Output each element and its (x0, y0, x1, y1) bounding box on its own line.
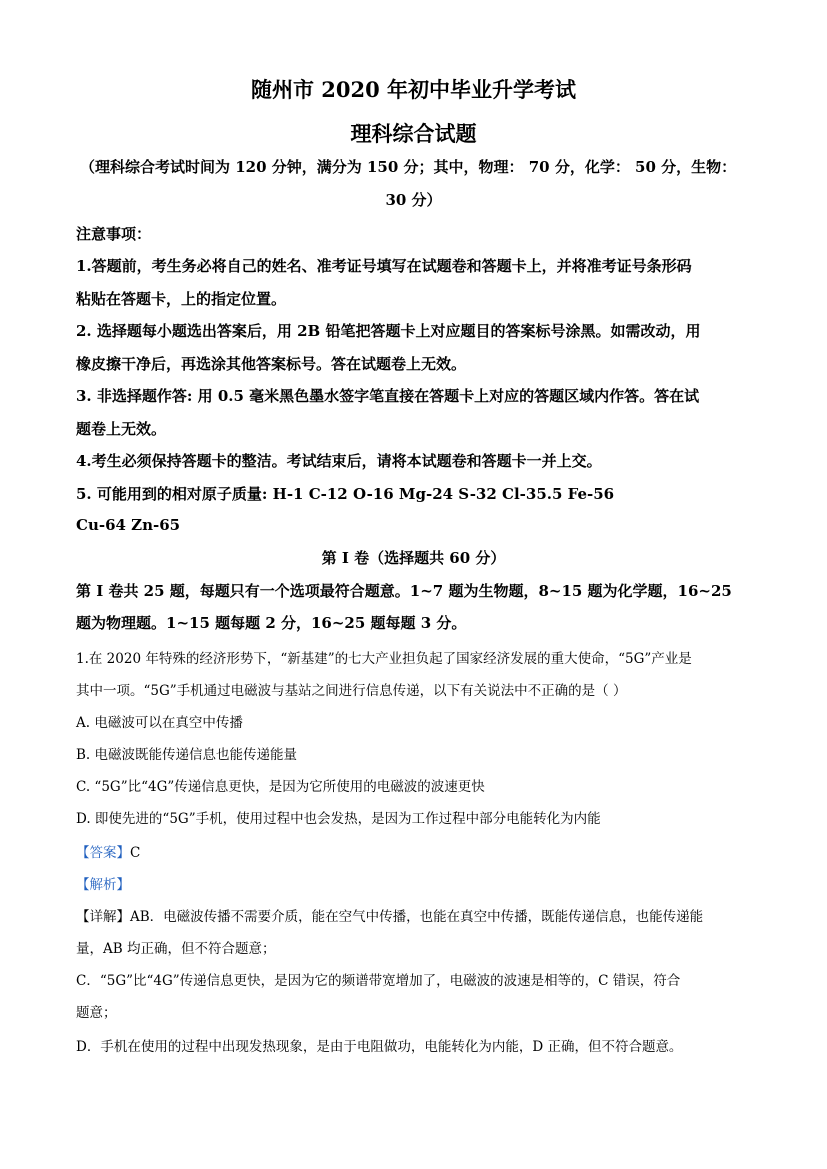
detail-line-3: C．“5G”比“4G”传递信息更快，是因为它的频谱带宽增加了，电磁波的波速是相等的，C 错误，符合 (76, 973, 681, 989)
answer-tag: 【答案】 (76, 845, 130, 861)
notice-item-2-line-1: 2. 选择题每小题选出答案后，用 2B 铅笔把答题卡上对应题目的答案标号涂黑。如需改动，用 (76, 322, 701, 340)
option-d: D. 即使先进的“5G”手机，使用过程中也会发热，是因为工作过程中部分电能转化为内能 (76, 811, 601, 827)
notice-item-4: 4.考生必须保持答题卡的整洁。考试结束后，请将本试题卷和答题卡一并上交。 (76, 452, 602, 470)
exam-title: 随州市 2020 年初中毕业升学考试 (250, 77, 577, 102)
exam-time-line-1: （理科综合考试时间为 120 分钟，满分为 150 分；其中，物理： 70 分，化学： 50 分，生物： (80, 158, 737, 176)
notice-item-3-line-1: 3. 非选择题作答: 用 0.5 毫米黑色墨水签字笔直接在答题卡上对应的答题区域内作答。答在试 (76, 387, 700, 405)
detail-line-4: 题意； (76, 1005, 117, 1021)
detail-line-1: 【详解】AB．电磁波传播不需要介质，能在空气中传播，也能在真空中传播，既能传递信息，也能传递能 (76, 909, 704, 925)
analysis-tag: 【解析】 (76, 877, 130, 893)
detail-line-2: 量，AB 均正确，但不符合题意； (76, 941, 276, 957)
notice-item-5-line-2: Cu-64 Zn-65 (76, 516, 181, 534)
exam-subtitle: 理科综合试题 (350, 121, 477, 146)
answer-row (76, 841, 140, 861)
notice-item-2-line-2: 橡皮擦干净后，再选涂其他答案标号。答在试题卷上无效。 (76, 355, 467, 373)
question-1-stem-line-1: 1.在 2020 年特殊的经济形势下，“新基建”的七大产业担负起了国家经济发展的重大使命，“5G”产业是 (76, 651, 692, 667)
option-c: C. “5G”比“4G”传递信息更快，是因为它所使用的电磁波的波速更快 (76, 779, 485, 795)
notice-heading: 注意事项： (76, 225, 152, 243)
notice-item-1-line-2: 粘贴在答题卡，上的指定位置。 (76, 290, 287, 308)
question-1-stem-line-2: 其中一项。“5G”手机通过电磁波与基站之间进行信息传递，以下有关说法中不正确的是（ ） (76, 683, 627, 699)
detail-line-5: D．手机在使用的过程中出现发热现象，是由于电阻做功，电能转化为内能，D 正确，但不符合题意。 (76, 1039, 683, 1055)
exam-time-line-2: 30 分） (385, 191, 442, 209)
section-desc-line-2: 题为物理题。1~15 题每题 2 分，16~25 题每题 3 分。 (76, 614, 467, 632)
option-b: B. 电磁波既能传递信息也能传递能量 (76, 747, 298, 763)
section-desc-line-1: 第 I 卷共 25 题，每题只有一个选项最符合题意。1~7 题为生物题，8~15 题为化学题，16~25 (76, 582, 732, 600)
answer-value: C (130, 845, 141, 861)
notice-item-5-line-1: 5. 可能用到的相对原子质量: H-1 C-12 O-16 Mg-24 S-32 Cl-35.5 Fe-56 (76, 485, 615, 503)
section-heading: 第 I 卷（选择题共 60 分） (321, 549, 506, 567)
option-a: A. 电磁波可以在真空中传播 (76, 715, 243, 731)
notice-item-1-line-1: 1.答题前，考生务必将自己的姓名、准考证号填写在试题卷和答题卡上，并将准考证号条形码 (76, 257, 692, 275)
notice-item-3-line-2: 题卷上无效。 (76, 420, 167, 438)
